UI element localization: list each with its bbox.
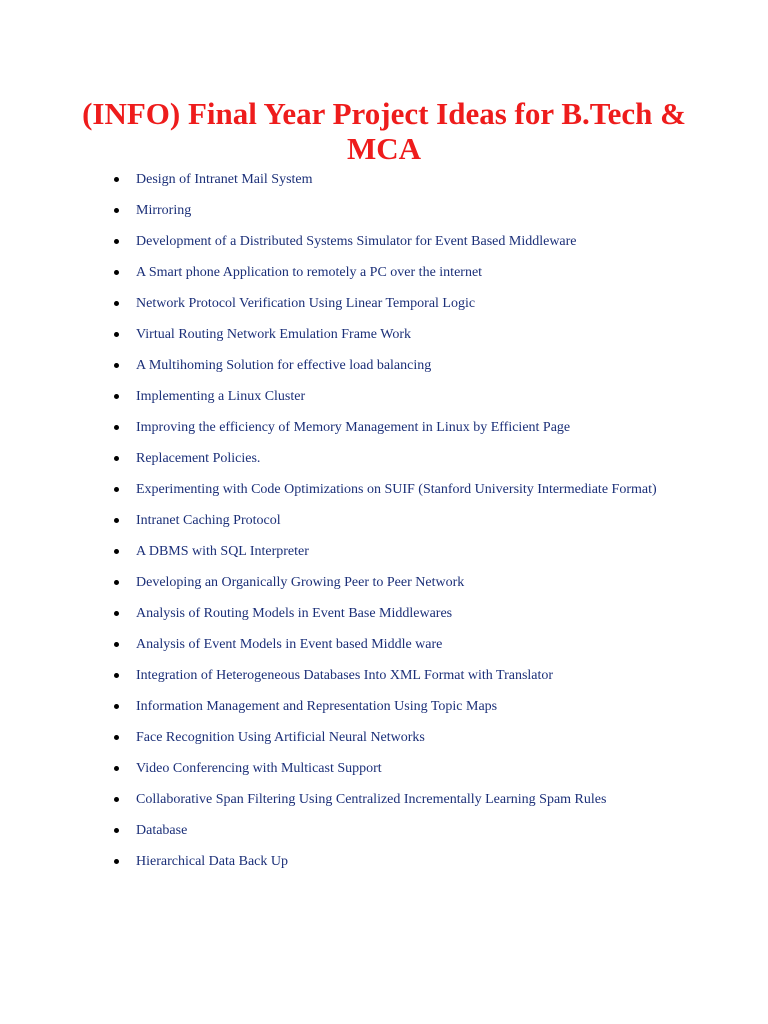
list-item: [0, 632, 676, 657]
list-item: [0, 663, 676, 688]
bullet-icon: [114, 580, 119, 585]
list-item: [0, 508, 676, 533]
list-item: [0, 849, 676, 874]
bullet-icon: [114, 828, 119, 833]
list-item: [0, 477, 676, 502]
bullet-icon: [114, 239, 119, 244]
list-item-text: Integration of Heterogeneous Databases Into XML Format with Translator: [136, 668, 554, 683]
list-item-text: Analysis of Event Models in Event based Middle ware: [136, 637, 443, 652]
bullet-icon: [114, 549, 119, 554]
list-item: [0, 229, 676, 254]
bullet-icon: [114, 301, 119, 306]
bullet-icon: [114, 177, 119, 182]
list-item: [0, 167, 676, 192]
bullet-icon: [114, 797, 119, 802]
bullet-icon: [114, 270, 119, 275]
list-item: [0, 756, 676, 781]
list-item-text: Collaborative Span Filtering Using Centralized Incrementally Learning Spam Rules: [136, 792, 607, 807]
list-item: [0, 694, 676, 719]
list-item: [0, 446, 676, 471]
bullet-icon: [114, 704, 119, 709]
bullet-icon: [114, 611, 119, 616]
list-item-text: Network Protocol Verification Using Linear Temporal Logic: [136, 296, 476, 311]
list-item-text: Analysis of Routing Models in Event Base Middlewares: [136, 606, 453, 621]
list-item: [0, 415, 676, 440]
list-item-text: Development of a Distributed Systems Simulator for Event Based Middleware: [136, 234, 577, 249]
bullet-icon: [114, 208, 119, 213]
list-item: [0, 384, 676, 409]
bullet-icon: [114, 518, 119, 523]
list-item: [0, 725, 676, 750]
document-title: (INFO) Final Year Project Ideas for B.Tech & MCA: [82, 96, 686, 166]
list-item: [0, 353, 676, 378]
list-item: [0, 198, 676, 223]
list-item-text: Video Conferencing with Multicast Support: [136, 761, 382, 776]
bullet-icon: [114, 487, 119, 492]
bullet-icon: [114, 735, 119, 740]
list-item-text: Mirroring: [136, 203, 192, 218]
list-item-text: Intranet Caching Protocol: [136, 513, 281, 528]
list-item: [0, 601, 676, 626]
list-item-text: A Smart phone Application to remotely a PC over the internet: [136, 265, 483, 280]
list-item: [0, 260, 676, 285]
bullet-icon: [114, 425, 119, 430]
bullet-icon: [114, 332, 119, 337]
bullet-icon: [114, 766, 119, 771]
list-item-text: Developing an Organically Growing Peer to Peer Network: [136, 575, 465, 590]
list-item-text: Hierarchical Data Back Up: [136, 854, 288, 869]
bullet-icon: [114, 363, 119, 368]
list-item: [0, 539, 676, 564]
list-item-text: A Multihoming Solution for effective load balancing: [136, 358, 432, 373]
list-item-text: Database: [136, 823, 188, 838]
bullet-icon: [114, 673, 119, 678]
list-item: [0, 818, 676, 843]
bullet-icon: [114, 859, 119, 864]
list-item-text: Replacement Policies.: [136, 451, 261, 466]
list-item: [0, 570, 676, 595]
list-item: [0, 787, 676, 812]
list-item: [0, 291, 676, 316]
list-item-text: Design of Intranet Mail System: [136, 172, 313, 187]
bullet-icon: [114, 456, 119, 461]
list-item-text: Face Recognition Using Artificial Neural Networks: [136, 730, 425, 745]
list-item-text: Implementing a Linux Cluster: [136, 389, 306, 404]
list-item-text: Information Management and Representation Using Topic Maps: [136, 699, 498, 714]
list-item-text: Improving the efficiency of Memory Management in Linux by Efficient Page: [136, 420, 571, 435]
bullet-icon: [114, 394, 119, 399]
list-item-text: Virtual Routing Network Emulation Frame Work: [136, 327, 412, 342]
list-item-text: Experimenting with Code Optimizations on SUIF (Stanford University Intermediate Format): [136, 482, 657, 497]
project-ideas-list: [0, 167, 768, 880]
list-item-text: A DBMS with SQL Interpreter: [136, 544, 309, 559]
bullet-icon: [114, 642, 119, 647]
list-item: [0, 322, 676, 347]
